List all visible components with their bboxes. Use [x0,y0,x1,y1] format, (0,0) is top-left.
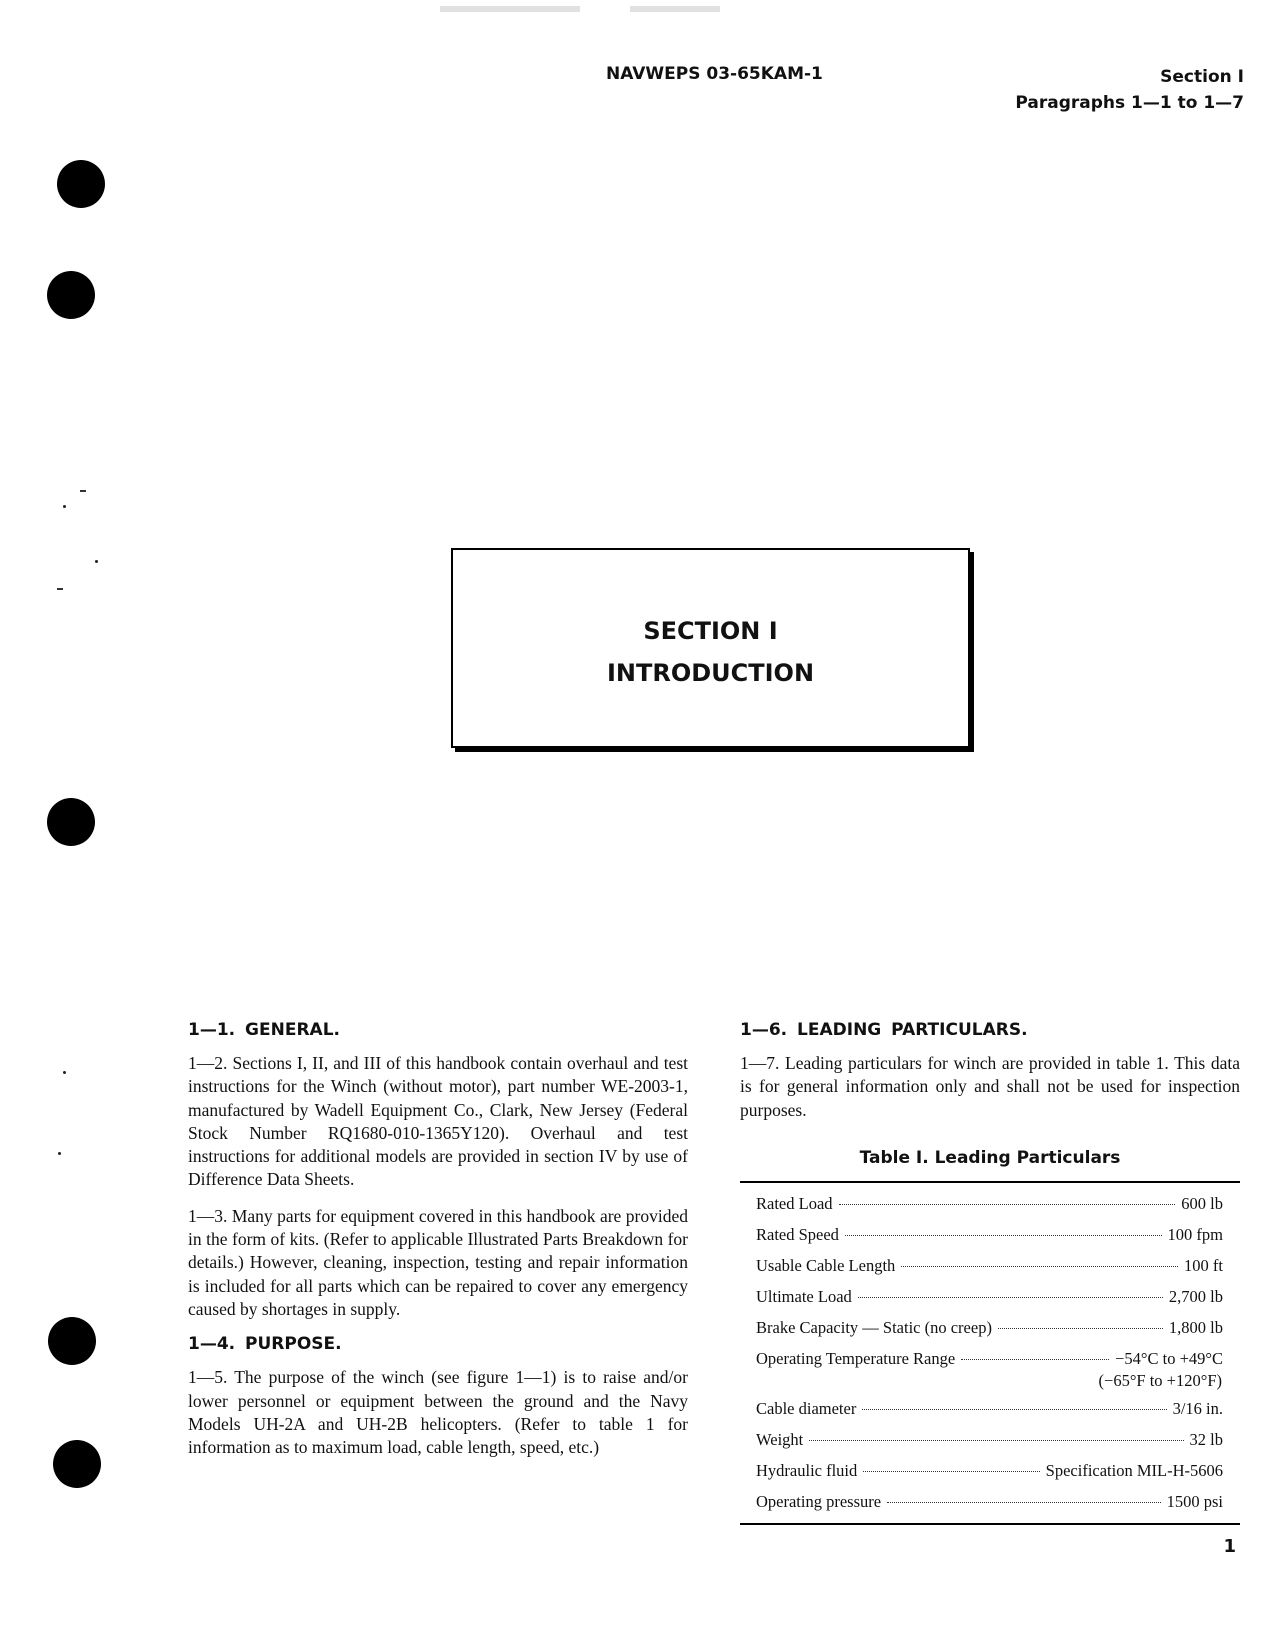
paragraph-1-2: 1—2. Sections I, II, and III of this handbook contain overhaul and test instructions for the Winch (without motor), part number WE-2003-1, manufactured by Wadell Equipment Co., Clark, New Jersey (Federal Stock Number RQ1680-010-1365Y120). Overhaul and test instructions for additional models are provided in section IV by use of Difference Data Sheets. [188,1053,688,1190]
table-row [756,1256,1223,1276]
section-label: Section I [1160,67,1244,87]
dot-leader [839,1204,1176,1205]
binder-hole [53,1440,101,1488]
header-right [1015,64,1244,116]
row-value: 32 lb [1189,1430,1223,1449]
row-label: Operating Temperature Range [756,1349,956,1368]
row-value: 2,700 lb [1168,1287,1223,1306]
page-number: 1 [1223,1536,1236,1557]
row-label: Brake Capacity — Static (no creep) [756,1318,992,1337]
row-value: 100 ft [1184,1256,1223,1275]
dot-leader [862,1409,1166,1410]
row-label: Weight [756,1430,804,1449]
section-title-box [451,548,970,748]
paragraph-1-5: 1—5. The purpose of the winch (see figure 1—1) is to raise and/or lower personnel or equipment between the ground and the Navy Models UH-2A and UH-2B helicopters. (Refer to table 1 for information as to maximum load, cable length, speed, etc.) [188,1367,688,1458]
heading-purpose: 1—4. PURPOSE. [188,1334,342,1355]
table-row [756,1399,1223,1419]
dot-leader [998,1328,1163,1329]
dot-leader [809,1440,1183,1441]
table-row [756,1492,1223,1512]
row-value: 3/16 in. [1172,1399,1223,1418]
scan-artifact [630,6,720,12]
dot-leader [858,1297,1163,1298]
row-label: Rated Speed [756,1225,839,1244]
table-row [756,1225,1223,1245]
binder-hole [47,798,95,846]
speck [63,1071,66,1074]
row-value: 600 lb [1181,1194,1223,1213]
table-bottom-rule [740,1523,1240,1525]
row-value: 100 fpm [1167,1225,1223,1244]
right-column [740,1020,1240,1135]
row-value: 1500 psi [1166,1492,1223,1511]
table-row [756,1287,1223,1307]
speck [57,588,63,590]
dot-leader [961,1359,1109,1360]
speck [63,505,66,508]
table-row [756,1461,1223,1481]
table-row [756,1318,1223,1338]
row-label: Ultimate Load [756,1287,852,1306]
speck [58,1152,61,1155]
scan-artifact [440,6,580,12]
paragraph-1-7: 1—7. Leading particulars for winch are provided in table 1. This data is for general information only and shall not be used for inspection purposes. [740,1053,1240,1120]
document-number: NAVWEPS 03-65KAM-1 [606,64,823,84]
row-label: Cable diameter [756,1399,857,1418]
table-row [756,1194,1223,1214]
row-value: Specification MIL-H-5606 [1045,1461,1223,1480]
left-column [188,1020,688,1472]
row-value: −54°C to +49°C [1115,1349,1223,1368]
row-value-continued: (−65°F to +120°F) [1098,1371,1222,1390]
heading-general: 1—1. GENERAL. [188,1020,340,1040]
paragraph-1-3: 1—3. Many parts for equipment covered in this handbook are provided in the form of kits. (Refer to applicable Illustrated Parts Breakdown for details.) However, cleaning, inspection, testing and repair information is included for all parts which can be repaired to cover any emergency caused by shortages in supply. [188,1205,688,1319]
table-top-rule [740,1181,1240,1183]
binder-hole [57,160,105,208]
heading-leading-particulars: 1—6. LEADING PARTICULARS. [740,1020,1028,1040]
row-value: 1,800 lb [1168,1318,1223,1337]
dot-leader [845,1235,1162,1236]
table-row [756,1349,1223,1369]
row-label: Operating pressure [756,1492,882,1511]
table-row [756,1430,1223,1450]
row-label: Usable Cable Length [756,1256,896,1275]
dot-leader [863,1471,1039,1472]
paragraph-range: Paragraphs 1—1 to 1—7 [1015,93,1244,113]
section-number: SECTION I [643,617,778,645]
row-label: Rated Load [756,1194,833,1213]
binder-hole [47,271,95,319]
row-label: Hydraulic fluid [756,1461,858,1480]
dot-leader [887,1502,1161,1503]
binder-hole [48,1317,96,1365]
speck [80,490,86,492]
speck [95,560,98,563]
table-caption: Table I. Leading Particulars [859,1148,1121,1168]
dot-leader [901,1266,1178,1267]
section-name: INTRODUCTION [606,659,815,687]
